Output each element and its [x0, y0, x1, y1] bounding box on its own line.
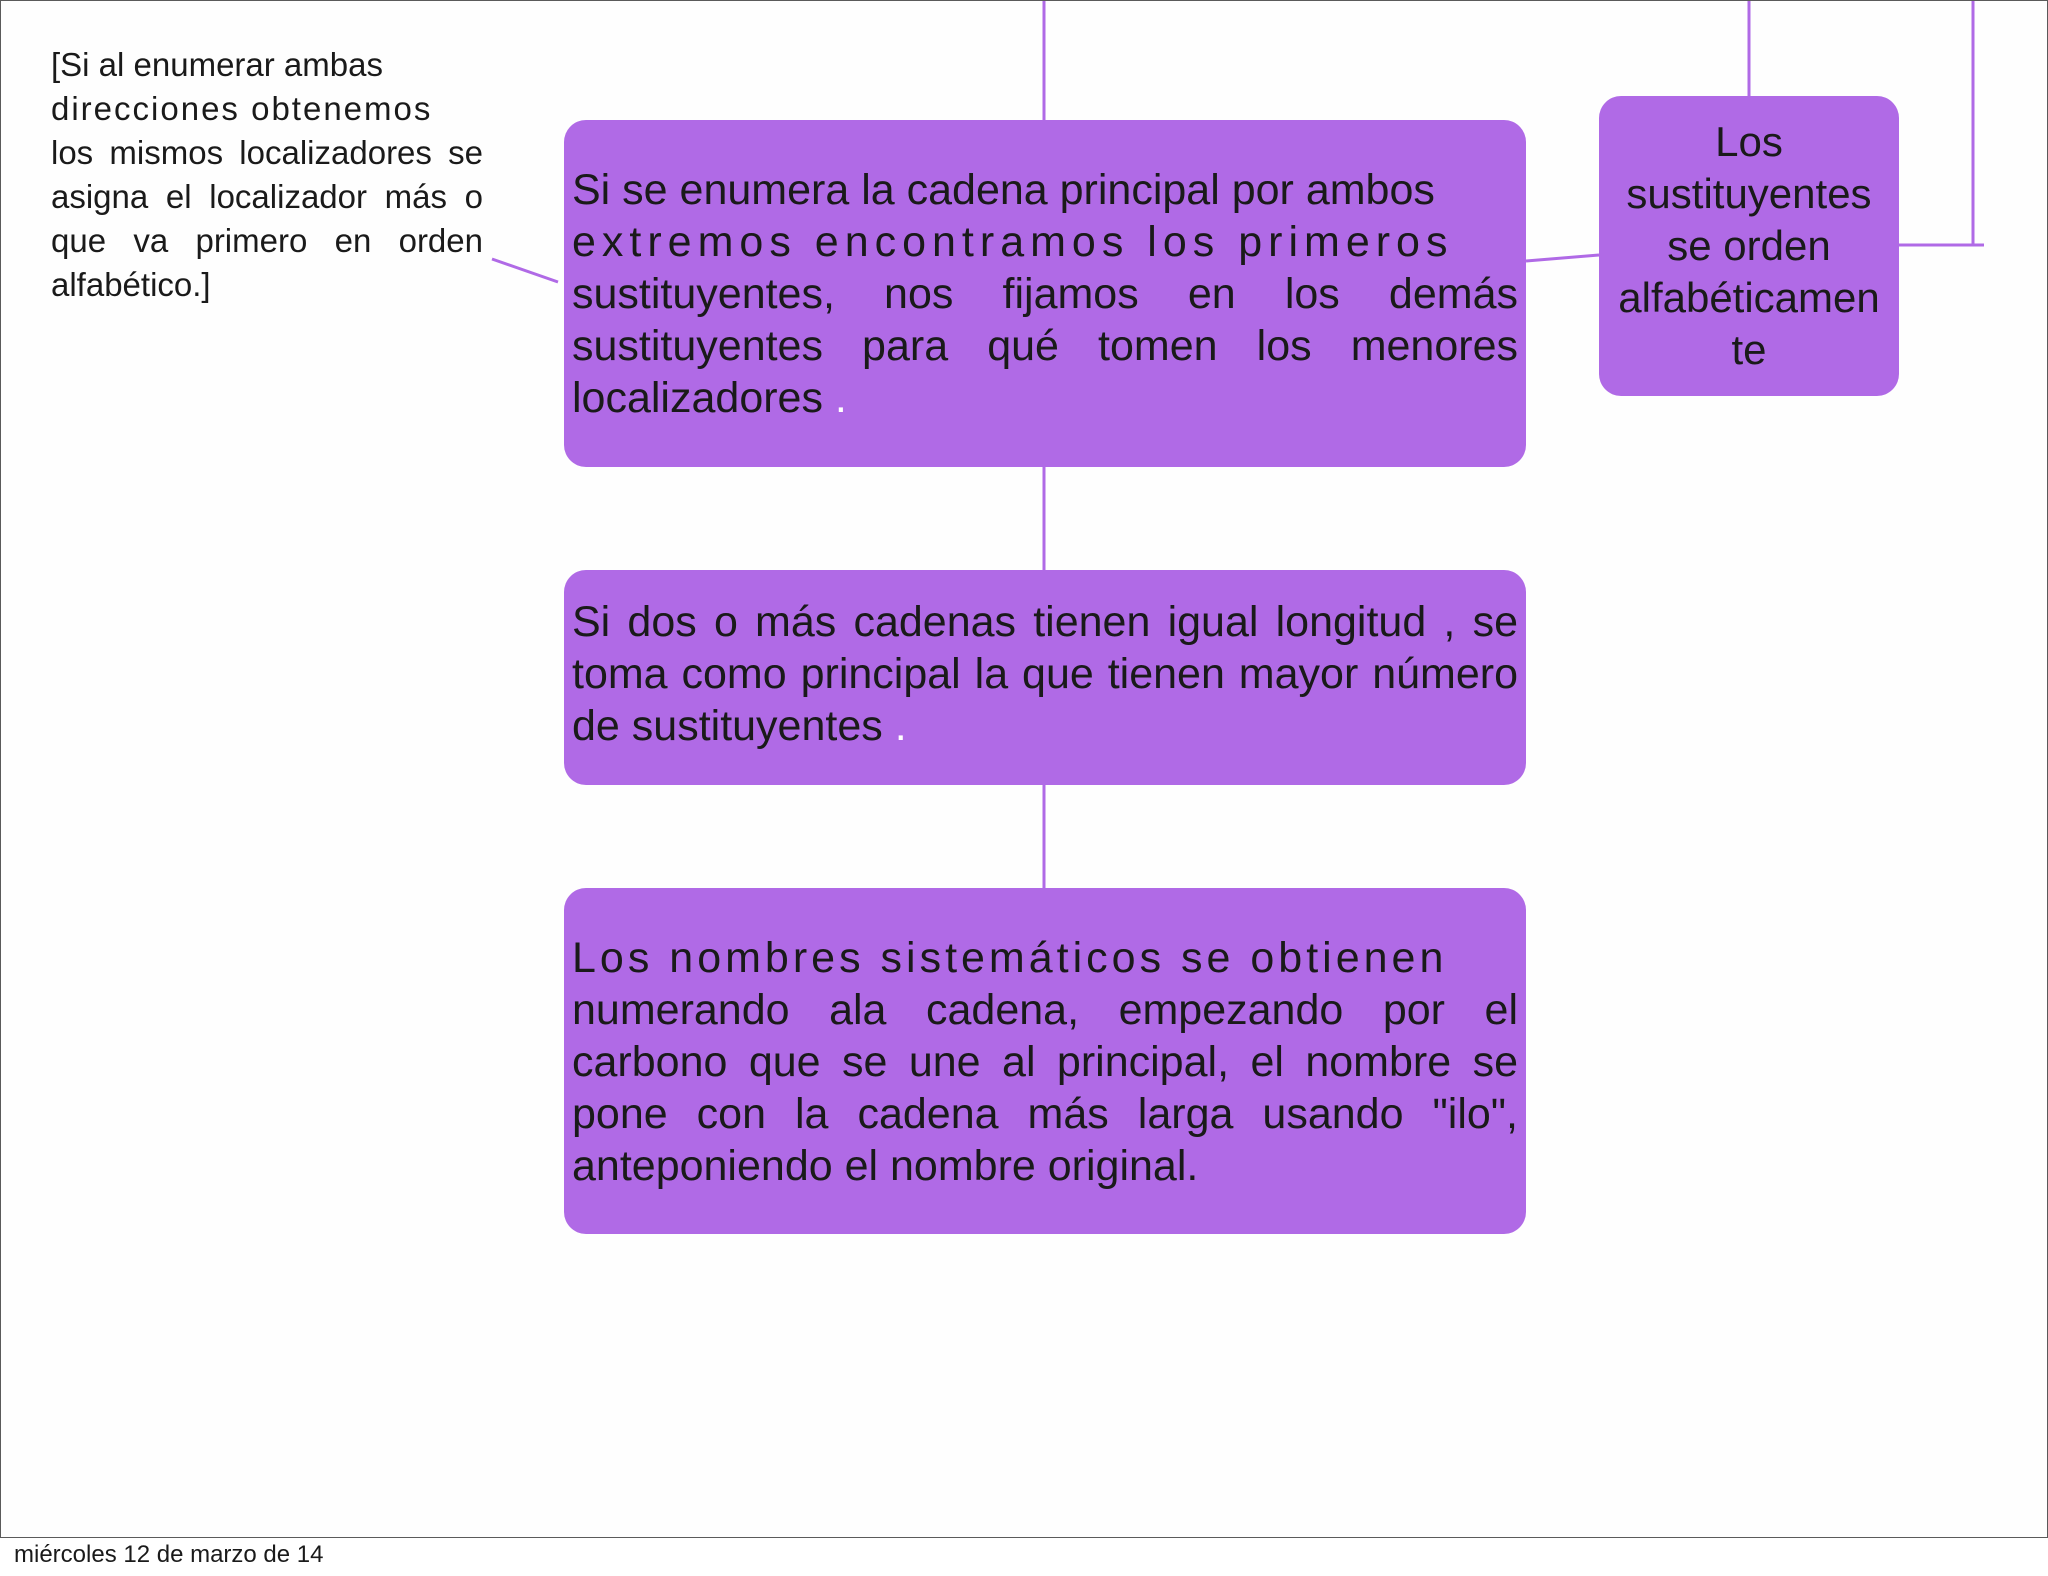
enumeration-line-2: extremos encontramos los primeros — [572, 218, 1454, 266]
connector-enumeration-to-alphabetical — [1526, 255, 1599, 261]
alphabetical-order-text — [1605, 116, 1893, 376]
systematic-line-2: numerando ala cadena, empezando por el carbono que se une al principal, el nombre se pone con la cadena más larga usando "ilo", anteponiendo el nombre original. — [572, 986, 1518, 1190]
alphabetical-line-2: sustituyentes — [1626, 170, 1872, 217]
alphabetical-line-4: alfabéticamen — [1618, 274, 1880, 321]
equal-length-rule-box — [564, 570, 1526, 785]
note-line-2: direcciones obtenemos — [51, 90, 433, 127]
enumeration-rule-text — [572, 164, 1518, 424]
enumeration-line-1: Si se enumera la cadena principal por ambos — [572, 166, 1435, 214]
equal-length-dot: . — [894, 702, 907, 750]
footer-date: miércoles 12 de marzo de 14 — [14, 1541, 324, 1568]
equal-length-rule-text — [572, 596, 1518, 752]
enumeration-line-3-text: sustituyentes, nos fijamos en los demás sustituyentes para qué tomen los menores localizadores — [572, 270, 1518, 422]
enumeration-line-3 — [572, 268, 1518, 424]
systematic-names-box — [564, 888, 1526, 1234]
connector-note-to-enumeration — [492, 259, 558, 282]
alphabetical-line-3: se orden — [1667, 222, 1831, 269]
systematic-line-1: Los nombres sistemáticos se obtienen — [572, 934, 1448, 982]
systematic-names-text — [572, 932, 1518, 1192]
enumeration-dot: . — [834, 374, 847, 422]
alphabetical-line-5: te — [1731, 326, 1767, 373]
note-line-1: [Si al enumerar ambas — [51, 46, 383, 83]
note-line-3: los mismos localizadores se asigna el localizador más o que va primero en orden alfabético.] — [51, 134, 483, 303]
alphabetical-note — [51, 43, 483, 307]
alphabetical-order-box — [1599, 96, 1899, 396]
alphabetical-line-1: Los — [1715, 118, 1783, 165]
equal-length-text: Si dos o más cadenas tienen igual longitud , se toma como principal la que tienen mayor número de sustituyentes — [572, 598, 1518, 750]
enumeration-rule-box — [564, 120, 1526, 467]
